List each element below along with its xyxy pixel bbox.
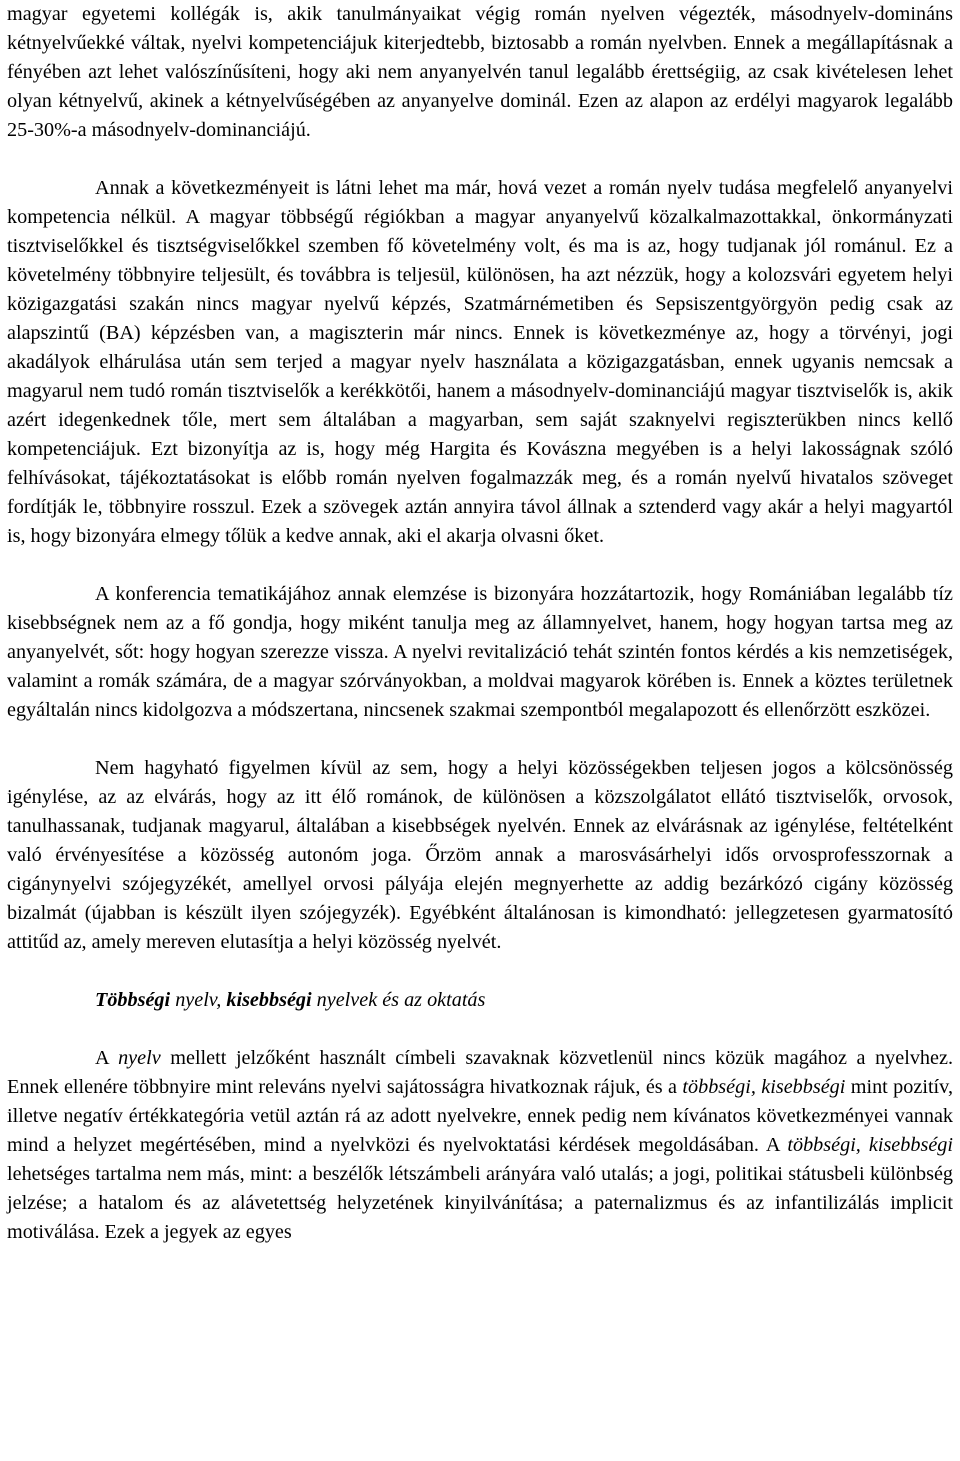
document-page xyxy=(7,0,953,1247)
text-run: A xyxy=(95,1047,119,1069)
heading-word-minority: kisebbségi xyxy=(226,989,312,1011)
paragraph: Annak a következményeit is látni lehet ma már, hová vezet a román nyelv tudása megfelelő anyanyelvi kompetencia nélkül. A magyar többségű régiókban a magyar anyanyelvű közalkalmazottakkal, önkormányzati tisztviselőkkel és tisztségviselőkkel szemben fő követelmény volt, és ma is az, hogy tudjanak jól románul. Ez a követelmény többnyire teljesült, és továbbra is teljesül, különösen, ha azt nézzük, hogy a kolozsvári egyetem helyi közigazgatási szakán nincs magyar nyelvű képzés, Szatmárnémetiben és Sepsiszentgyörgyön pedig csak az alapszintű (BA) képzésben van, a magiszterin már nincs. Ennek is következménye az, hogy a törvényi, jogi akadályok elhárulása után sem terjed a magyar nyelv használata a közigazgatásban, ennek ugyanis nemcsak a magyarul nem tudó román tisztviselők a kerékkötői, hanem a másodnyelv-dominanciájú magyar tisztviselők is, akik azért idegenkednek tőle, mert sem általában a magyarban, sem saját szaknyelvi regiszterükben nincs kellő kompetenciájuk. Ezt bizonyítja az is, hogy még Hargita és Kovászna megyében is a helyi lakosságnak szóló felhívásokat, tájékoztatásokat is előbb román nyelven fogalmazzák meg, és a román nyelvű hivatalos szöveget fordítják le, többnyire rosszul. Ezek a szövegek aztán annyira távol állnak a sztenderd vagy akár a helyi magyartól is, hogy bizonyára elmegy tőlük a kedve annak, aki el akarja olvasni őket. xyxy=(7,177,953,547)
italic-run: többségi, kisebbségi xyxy=(787,1134,953,1156)
heading-word-majority: Többségi xyxy=(95,989,171,1011)
paragraph: Nem hagyható figyelmen kívül az sem, hogy a helyi közösségekben teljesen jogos a kölcsönösség igénylése, az az elvárás, hogy az itt élő románok, de különösen a közszolgálatot ellátó tisztviselők, orvosok, tanulhassanak, tudjanak magyarul, általában a kisebbségek nyelvén. Ennek az elvárásnak az igénylése, feltételként való érvényesítése a közösség autonóm joga. Őrzöm annak a marosvásárhelyi idős orvosprofesszornak a cigánynyelvi szójegyzékét, amellyel orvosi pályája elején megnyerhette az addig bezárkózó cigány közösség bizalmát (újabban is készült ilyen szójegyzék). Egyébként általánosan is kimondható: jellegzetesen gyarmatosító attitűd az, amely mereven elutasítja a helyi közösség nyelvét. xyxy=(7,757,953,953)
italic-run: többségi, kisebbségi xyxy=(682,1076,846,1098)
section-heading xyxy=(7,986,953,1015)
paragraph xyxy=(7,1044,953,1247)
paragraph: A konferencia tematikájához annak elemzése is bizonyára hozzátartozik, hogy Romániában legalább tíz kisebbségnek nem az a fő gondja, hogy miként tanulja meg az államnyelvet, hanem, hogy hogyan tartsa meg az anyanyelvét, sőt: hogy hogyan szerezze vissza. A nyelvi revitalizáció tehát szintén fontos kérdés a kis nemzetiségek, valamint a romák számára, de a magyar szórványokban, a moldvai magyarok körében is. Ennek a köztes területnek egyáltalán nincs kidolgozva a módszertana, nincsenek szakmai szempontból megalapozott és ellenőrzött eszközei. xyxy=(7,583,953,721)
heading-word-language: nyelv, xyxy=(170,989,227,1011)
heading-word-rest: nyelvek és az oktatás xyxy=(311,989,486,1011)
italic-run: nyelv xyxy=(118,1047,161,1069)
paragraph-continued: magyar egyetemi kollégák is, akik tanulmányaikat végig román nyelven végezték, másodnyelv-domináns kétnyelvűekké váltak, nyelvi kompetenciájuk kiterjedtebb, biztosabb a román nyelvben. Ennek a megállapításnak a fényében azt lehet valószínűsíteni, hogy aki nem anyanyelvén tanul legalább érettségiig, az csak kivételesen lehet olyan kétnyelvű, akinek a kétnyelvűségében az anyanyelve dominál. Ezen az alapon az erdélyi magyarok legalább 25-30%-a másodnyelv-dominanciájú. xyxy=(7,3,953,141)
text-run: lehetséges tartalma nem más, mint: a beszélők létszámbeli arányára való utalás; a jogi, politikai státusbeli különbség jelzése; a hatalom és az alávetettség helyzetének kinyilvánítása; a paternalizmus és az infantilizálás implicit motiválása. Ezek a jegyek az egyes xyxy=(7,1163,953,1243)
text-run: mellett jelzőként használt címbeli szavaknak közvetlenül nincs közük magához a nyelvhez. Ennek ellenére többnyire mint releváns nyelvi sajátosságra hivatkoznak rájuk, és a xyxy=(7,1047,953,1098)
text-run: mint pozitív, illetve negatív értékkategória vetül aztán rá az adott nyelvekre, ennek pedig nem kívánatos következményei vannak mind a helyzet megértésében, mind a nyelvközi és nyelvoktatási kérdések megoldásában. A xyxy=(7,1076,953,1156)
